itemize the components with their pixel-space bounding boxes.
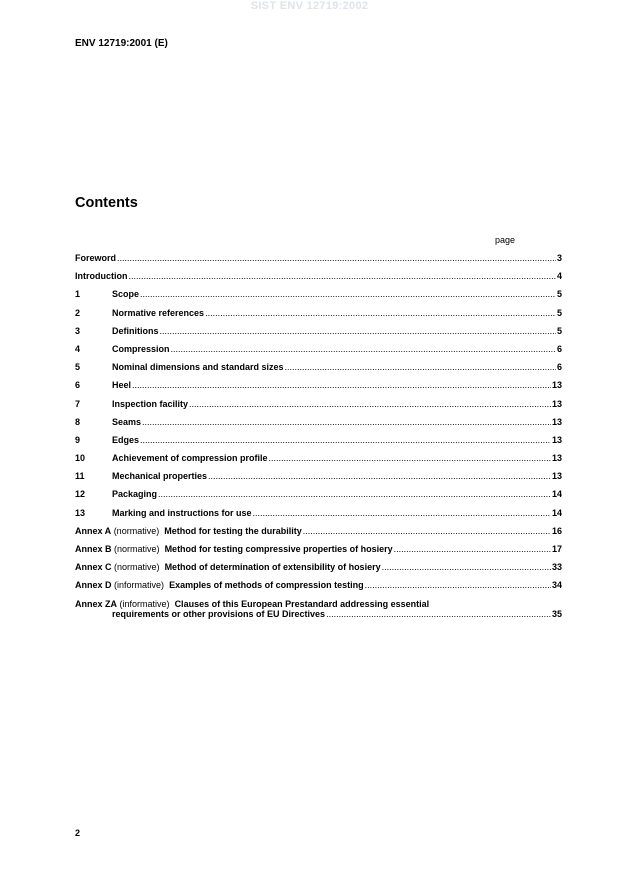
toc-entry-title: Introduction: [75, 271, 128, 282]
toc-entry-title: Heel: [112, 380, 132, 391]
toc-entry-clause[interactable]: [75, 435, 562, 453]
toc-entry-page: 34: [551, 580, 562, 591]
dot-leader: [394, 544, 551, 554]
dot-leader: [326, 609, 551, 619]
dot-leader: [285, 362, 556, 372]
toc-entry-title: Scope: [112, 289, 140, 300]
clause-number: 10: [75, 453, 86, 464]
toc-entry-title: Foreword: [75, 253, 117, 263]
clause-number: 1: [75, 289, 81, 300]
toc-entry-page: 17: [551, 544, 562, 554]
toc-entry-title: Achievement of compression profile: [112, 453, 268, 464]
toc-entry-introduction[interactable]: [75, 271, 562, 289]
dot-leader: [382, 562, 551, 572]
page-column-label: page: [495, 235, 516, 245]
annex-type: (normative): [114, 544, 160, 554]
toc-entry-clause[interactable]: [75, 508, 562, 526]
toc-entry-foreword[interactable]: [75, 253, 562, 271]
dot-leader: [365, 580, 551, 590]
toc-entry-page: 3: [556, 253, 562, 263]
toc-entry-page: 13: [551, 471, 562, 482]
toc-entry-annex[interactable]: [75, 526, 562, 544]
toc-entry-annex[interactable]: [75, 544, 562, 562]
toc-entry-title: Normative references: [112, 307, 205, 318]
toc-entry-page: 6: [556, 362, 562, 373]
contents-heading: Contents: [75, 195, 138, 211]
toc-entry-title: Mechanical properties: [112, 471, 208, 482]
annex-label: Annex C: [75, 562, 112, 573]
clause-number: 3: [75, 325, 81, 336]
toc-entry-page: 5: [556, 289, 562, 300]
toc-entry-page: 33: [551, 562, 562, 573]
toc-entry-title: Method for testing compressive properties of hosiery: [164, 544, 393, 554]
annex-za-second-line: [75, 609, 562, 619]
clause-number: 11: [75, 471, 85, 482]
toc-entry-clause[interactable]: [75, 417, 562, 435]
toc-entry-annex[interactable]: [75, 562, 562, 580]
toc-entry-title: Method of determination of extensibility of hosiery: [164, 562, 381, 573]
toc-entry-annex[interactable]: [75, 580, 562, 598]
toc-entry-title: Edges: [112, 434, 140, 445]
clause-number: 8: [75, 416, 81, 427]
toc-entry-clause[interactable]: [75, 344, 562, 362]
toc-entry-page: 13: [551, 380, 562, 391]
dot-leader: [158, 489, 551, 499]
dot-leader: [160, 326, 556, 336]
toc-entry-clause[interactable]: [75, 308, 562, 326]
annex-type: (normative): [113, 525, 160, 536]
table-of-contents: [75, 253, 562, 619]
toc-entry-page: 5: [556, 307, 562, 318]
dot-leader: [140, 289, 556, 299]
dot-leader: [303, 526, 551, 536]
toc-entry-annex-za[interactable]: [75, 599, 562, 619]
toc-entry-title: Marking and instructions for use: [112, 507, 252, 518]
clause-number: 4: [75, 343, 81, 354]
toc-entry-page: 6: [556, 343, 562, 354]
toc-entry-title: Definitions: [112, 325, 159, 336]
toc-entry-clause[interactable]: [75, 489, 562, 507]
toc-entry-title: Inspection facility: [112, 398, 189, 409]
toc-entry-title: Packaging: [112, 489, 158, 500]
clause-number: 7: [75, 398, 81, 409]
dot-leader: [253, 508, 551, 518]
toc-entry-page: 14: [551, 489, 562, 500]
clause-number: 2: [75, 307, 81, 318]
dot-leader: [142, 417, 551, 427]
clause-number: 9: [75, 434, 81, 445]
dot-leader: [269, 453, 551, 463]
toc-entry-clause[interactable]: [75, 453, 562, 471]
dot-leader: [132, 380, 551, 390]
document-identifier: ENV 12719:2001 (E): [75, 38, 168, 49]
dot-leader: [205, 308, 556, 318]
toc-entry-page: 35: [551, 608, 562, 619]
clause-number: 12: [75, 489, 86, 500]
toc-entry-page: 13: [551, 434, 562, 445]
clause-number: 13: [75, 507, 86, 518]
toc-entry-clause[interactable]: [75, 399, 562, 417]
page-number: 2: [75, 828, 81, 838]
annex-type: (normative): [114, 562, 160, 573]
dot-leader: [208, 471, 551, 481]
toc-entry-page: 5: [556, 325, 562, 336]
toc-entry-clause[interactable]: [75, 326, 562, 344]
annex-label: Annex B: [75, 544, 112, 554]
dot-leader: [129, 271, 556, 281]
toc-entry-title: Examples of methods of compression testing: [169, 580, 364, 591]
clause-number: 6: [75, 380, 81, 391]
toc-entry-title: Clauses of this European Prestandard addressing essential: [174, 598, 430, 609]
toc-entry-page: 16: [551, 525, 562, 536]
dot-leader: [171, 344, 556, 354]
toc-entry-clause[interactable]: [75, 362, 562, 380]
toc-entry-clause[interactable]: [75, 289, 562, 307]
toc-entry-page: 13: [551, 453, 562, 464]
toc-entry-page: 13: [551, 398, 562, 409]
toc-entry-title: Method for testing the durability: [164, 525, 302, 536]
toc-entry-page: 13: [551, 416, 562, 427]
dot-leader: [140, 435, 551, 445]
toc-entry-title: Seams: [112, 416, 142, 427]
watermark-text: SIST ENV 12719:2002: [250, 0, 369, 12]
dot-leader: [117, 253, 556, 263]
annex-za-first-line: [75, 599, 562, 609]
toc-entry-page: 4: [556, 271, 562, 282]
annex-type: (informative): [114, 580, 165, 591]
toc-entry-clause[interactable]: [75, 380, 562, 398]
toc-entry-clause[interactable]: [75, 471, 562, 489]
toc-entry-title-continued: requirements or other provisions of EU Directives: [112, 608, 326, 619]
annex-label: Annex ZA: [75, 598, 118, 609]
dot-leader: [189, 399, 551, 409]
clause-number: 5: [75, 362, 81, 373]
toc-entry-page: 14: [551, 507, 562, 518]
annex-label: Annex A: [75, 525, 112, 536]
annex-label: Annex D: [75, 580, 112, 591]
toc-entry-title: Compression: [112, 343, 170, 354]
toc-entry-title: Nominal dimensions and standard sizes: [112, 362, 284, 373]
annex-type: (informative): [119, 598, 170, 609]
